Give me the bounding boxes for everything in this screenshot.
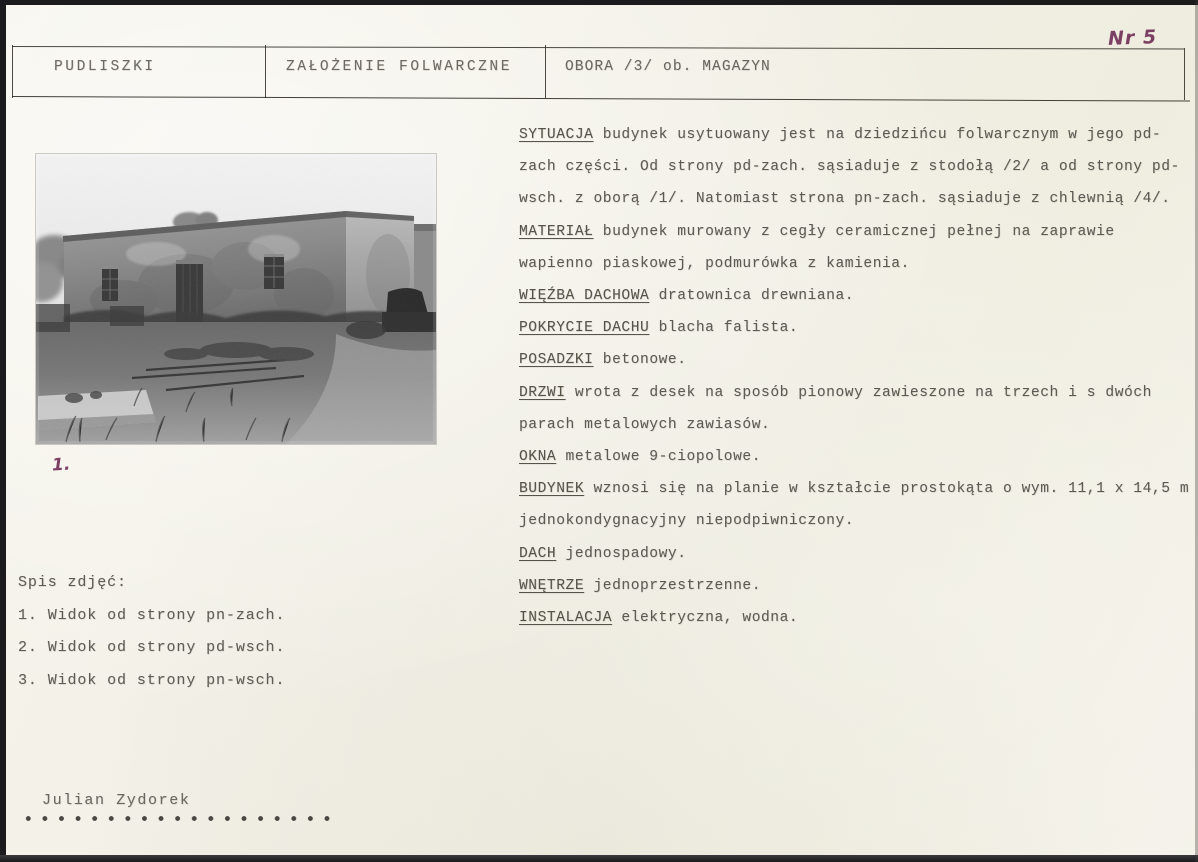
header-object: OBORA /3/ ob. MAGAZYN <box>565 59 771 75</box>
entry-lead: OKNA <box>519 449 557 466</box>
photo-list <box>18 567 438 697</box>
entry-text: blacha falista. <box>649 320 799 337</box>
header-divider-right <box>1184 48 1185 100</box>
signature-name: Julian Zydorek <box>42 792 191 809</box>
description-entry <box>519 473 1191 537</box>
header-locality: PUDLISZKI <box>54 59 156 75</box>
entry-lead: DRZWI <box>519 384 566 401</box>
building-photograph <box>36 154 436 444</box>
description-entry <box>519 602 1191 634</box>
header-divider-left <box>12 45 13 98</box>
description-entry <box>519 538 1191 570</box>
entry-lead: INSTALACJA <box>519 610 613 627</box>
entry-text: budynek usytuowany jest na dziedzińcu folwarcznym w jego pd-zach części. Od strony pd-zach. sąsiaduje z stodołą /2/ a od strony pd-wsch. z oborą /1/. Natomiast strona pn-zach. sąsiaduje z chlewnią /4/. <box>519 127 1180 208</box>
entry-text: budynek murowany z cegły ceramicznej pełnej na zaprawie wapienno piaskowej, podmurówka z kamienia. <box>519 223 1115 272</box>
description-entry <box>519 441 1191 473</box>
header-rule-top <box>12 46 1184 49</box>
description-entry <box>519 280 1191 312</box>
header-divider-2 <box>545 45 546 98</box>
entry-text: jednospadowy. <box>556 545 687 562</box>
entry-text: wznosi się na planie w kształcie prostokąta o wym. 11,1 x 14,5 m jednokondygnacyjny niepodpiwniczony. <box>519 481 1190 530</box>
entry-text: wrota z desek na sposób pionowy zawieszone na trzech i s dwóch parach metalowych zawiasów. <box>519 384 1152 433</box>
description-entry <box>519 570 1191 602</box>
entry-lead: MATERIAŁ <box>519 223 594 240</box>
description-entry <box>519 119 1191 216</box>
entry-text: dratownica drewniana. <box>649 288 855 305</box>
photo-list-item: 2. Widok od strony pd-wsch. <box>18 639 286 656</box>
photo-list-item: 3. Widok od strony pn-wsch. <box>18 671 286 689</box>
entry-text: jednoprzestrzenne. <box>584 577 762 594</box>
header-rule-bottom <box>12 96 1190 102</box>
description-entry <box>519 344 1191 376</box>
header-complex: ZAŁOŻENIE FOLWARCZNE <box>286 59 513 75</box>
photo-list-title: Spis zdjęć: <box>18 574 127 591</box>
entry-lead: POKRYCIE DACHU <box>519 320 650 337</box>
photo-caption: 1. <box>51 454 71 476</box>
entry-text: betonowe. <box>593 352 687 369</box>
entry-lead: BUDYNEK <box>519 481 585 498</box>
header-table <box>12 44 1186 98</box>
scan-edge-bottom <box>0 855 1198 862</box>
scan-edge-left <box>0 0 6 862</box>
entry-lead: WNĘTRZE <box>519 577 585 594</box>
description-entry <box>519 312 1191 344</box>
photo-list-item: 1. Widok od strony pn-zach. <box>18 606 286 624</box>
entry-text: elektryczna, wodna. <box>612 610 799 627</box>
description-entry <box>519 216 1191 280</box>
header-divider-1 <box>265 45 266 98</box>
entry-lead: SYTUACJA <box>519 127 594 143</box>
entry-lead: WIĘŹBA DACHOWA <box>519 288 650 305</box>
description-column <box>519 119 1191 634</box>
signature-dotted-line <box>20 814 336 823</box>
description-entry <box>519 377 1191 441</box>
entry-lead: DACH <box>519 545 557 562</box>
scan-edge-top <box>0 0 1198 5</box>
entry-lead: POSADZKI <box>519 352 594 369</box>
card-number: Nr 5 <box>1107 26 1158 50</box>
entry-text: metalowe 9-ciopolowe. <box>556 449 762 466</box>
